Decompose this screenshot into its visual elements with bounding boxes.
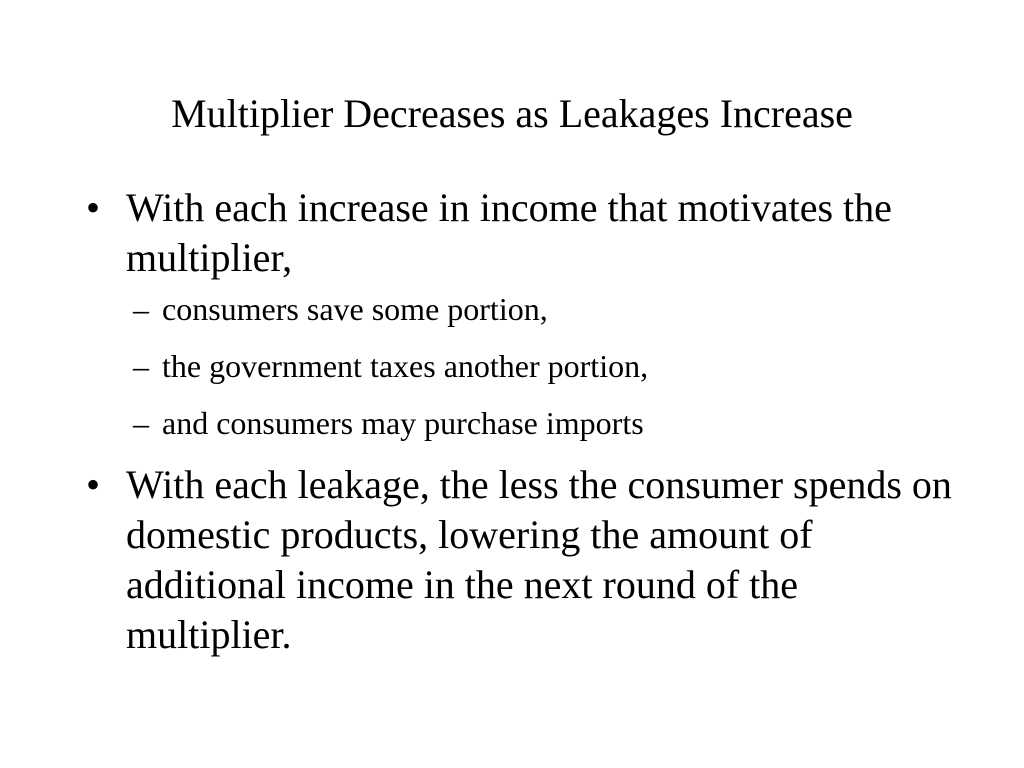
bullet-text: With each increase in income that motivates the multiplier, <box>126 185 892 280</box>
bullet-list <box>84 183 964 672</box>
bullet-marker: • <box>86 185 101 230</box>
sub-bullet-text: consumers save some portion, <box>162 291 548 327</box>
bullet-text: With each leakage, the less the consumer spends on domestic products, lowering the amount of additional income in the next round of the multiplier. <box>126 462 952 657</box>
bullet-marker: • <box>86 462 101 507</box>
sub-bullet-list <box>126 289 964 443</box>
bullet-item <box>84 460 964 660</box>
sub-bullet-marker: – <box>133 348 149 384</box>
sub-bullet-text: the government taxes another portion, <box>162 348 649 384</box>
sub-bullet-item <box>133 346 964 386</box>
sub-bullet-marker: – <box>133 291 149 327</box>
sub-bullet-text: and consumers may purchase imports <box>162 405 644 441</box>
sub-bullet-marker: – <box>133 405 149 441</box>
bullet-item <box>84 183 964 443</box>
slide-title: Multiplier Decreases as Leakages Increase <box>171 91 853 136</box>
sub-bullet-item <box>133 403 964 443</box>
sub-bullet-item <box>133 289 964 329</box>
